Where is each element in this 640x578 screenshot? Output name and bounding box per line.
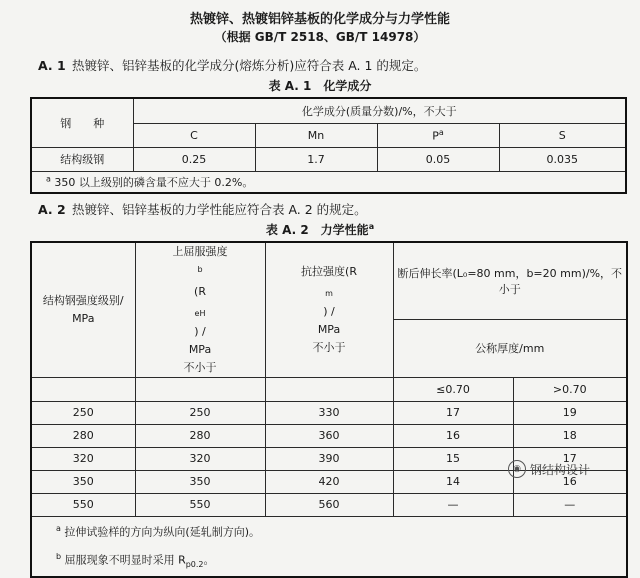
tensile-unit: MPa: [317, 323, 341, 337]
cell: 560: [265, 493, 393, 516]
cell: 18: [513, 424, 627, 447]
cell: 16: [393, 424, 513, 447]
yield-strength-header: [135, 242, 265, 377]
thickness-header: 公称厚度/mm: [393, 320, 627, 378]
cell: 280: [31, 424, 135, 447]
cell: 16: [513, 470, 627, 493]
footnote-text: 350 以上级别的磷含量不应大于 0.2%。: [54, 175, 254, 189]
cell: —: [513, 493, 627, 516]
yield-mark: b: [197, 265, 203, 274]
yield-label: 上屈服强度: [172, 245, 228, 258]
table-a2: [30, 241, 628, 578]
document-title: 热镀锌、热镀铝锌基板的化学成分与力学性能: [189, 12, 450, 27]
col-p-label: P: [432, 129, 439, 143]
col-c: C: [133, 123, 255, 147]
thin-header: ≤0.70: [393, 377, 513, 401]
col-mn: Mn: [255, 123, 377, 147]
strength-grade-header: [31, 242, 135, 377]
yield-unit: MPa: [188, 342, 212, 356]
grade-spacer: [31, 377, 135, 401]
table-a1-caption: 表 A. 1 化学成分: [268, 79, 372, 93]
cell: 350: [31, 470, 135, 493]
table-row: [31, 401, 627, 424]
cell: 330: [265, 401, 393, 424]
cell: 320: [31, 447, 135, 470]
table-a2-caption: [0, 221, 640, 238]
footnote-a: [56, 517, 624, 545]
cell: 14: [393, 470, 513, 493]
steel-type-header: 钢 种: [31, 98, 133, 147]
footnote-b: [56, 545, 624, 577]
yield-spacer: [135, 377, 265, 401]
wechat-icon: ◉: [508, 460, 526, 478]
footnote-b-sub: p0.2: [185, 559, 204, 569]
value-s: 0.035: [499, 147, 626, 171]
thick-header: >0.70: [513, 377, 627, 401]
clause-a1-text: 热镀锌、铝锌基板的化学成分(熔炼分析)应符合表 A. 1 的规定。: [72, 58, 427, 73]
value-p: 0.05: [377, 147, 499, 171]
tensile-sub: m: [325, 289, 333, 299]
value-mn: 1.7: [255, 147, 377, 171]
table-row: [31, 493, 627, 516]
document-subtitle: （根据 GB/T 2518、GB/T 14978）: [214, 30, 426, 44]
cell: 350: [135, 470, 265, 493]
strength-grade-line2: MPa: [72, 311, 95, 325]
footnote-b-text: 屈服现象不明显时采用 R: [64, 553, 186, 567]
clause-a1-number: A. 1: [38, 58, 66, 73]
watermark: [508, 460, 590, 478]
table-a2-caption-text: 表 A. 2 力学性能: [265, 223, 369, 237]
yield-min: 不小于: [183, 360, 217, 374]
cell: 250: [31, 401, 135, 424]
tensile-suffix: ) /: [323, 305, 335, 319]
cell: 360: [265, 424, 393, 447]
clause-a2-text: 热镀锌、铝锌基板的力学性能应符合表 A. 2 的规定。: [72, 202, 367, 217]
composition-header: 化学成分(质量分数)/%，不大于: [133, 98, 626, 123]
table-row: [31, 424, 627, 447]
cell: 550: [135, 493, 265, 516]
tensile-strength-header: [265, 242, 393, 377]
cell: 320: [135, 447, 265, 470]
cell: 550: [31, 493, 135, 516]
footnote-mark: a: [46, 174, 51, 184]
cell: 17: [393, 401, 513, 424]
tensile-min: 不小于: [312, 341, 346, 355]
tensile-line1: [268, 263, 391, 321]
tensile-spacer: [265, 377, 393, 401]
table-a1: [30, 97, 627, 194]
strength-grade-line1: 结构钢强度级别/: [42, 293, 124, 307]
cell: 15: [393, 447, 513, 470]
yield-sub: eH: [194, 308, 206, 318]
cell: 280: [135, 424, 265, 447]
elongation-header: 断后伸长率(L₀=80 mm，b=20 mm)/%，不小于: [393, 242, 627, 320]
cell: 420: [265, 470, 393, 493]
clause-a1: [38, 56, 426, 74]
tensile-label: 抗拉强度(R: [301, 264, 357, 278]
footnote-a-text: 拉伸试验样的方向为纵向(延轧制方向)。: [64, 525, 260, 539]
yield-suffix: ) /: [194, 324, 206, 338]
value-c: 0.25: [133, 147, 255, 171]
table-row: [31, 147, 626, 171]
cell: 17: [513, 447, 627, 470]
col-p-footnote-mark: a: [438, 127, 444, 137]
table-a1-footnote: [31, 171, 626, 193]
footnote-b-end: 。: [203, 553, 215, 567]
clause-a2-number: A. 2: [38, 202, 66, 217]
cell: —: [393, 493, 513, 516]
yield-symbol: (R: [194, 284, 206, 298]
col-p: [377, 123, 499, 147]
footnote-b-mark: b: [56, 551, 62, 561]
row-label: 结构级钢: [31, 147, 133, 171]
yield-strength-line1: [138, 243, 263, 341]
watermark-text: 钢结构设计: [530, 462, 591, 477]
cell: 250: [135, 401, 265, 424]
table-a2-caption-mark: a: [368, 222, 375, 231]
footnote-a-mark: a: [56, 523, 61, 533]
col-s: S: [499, 123, 626, 147]
clause-a2: [38, 200, 367, 218]
cell: 19: [513, 401, 627, 424]
table-a2-footnotes: [31, 516, 627, 577]
cell: 390: [265, 447, 393, 470]
